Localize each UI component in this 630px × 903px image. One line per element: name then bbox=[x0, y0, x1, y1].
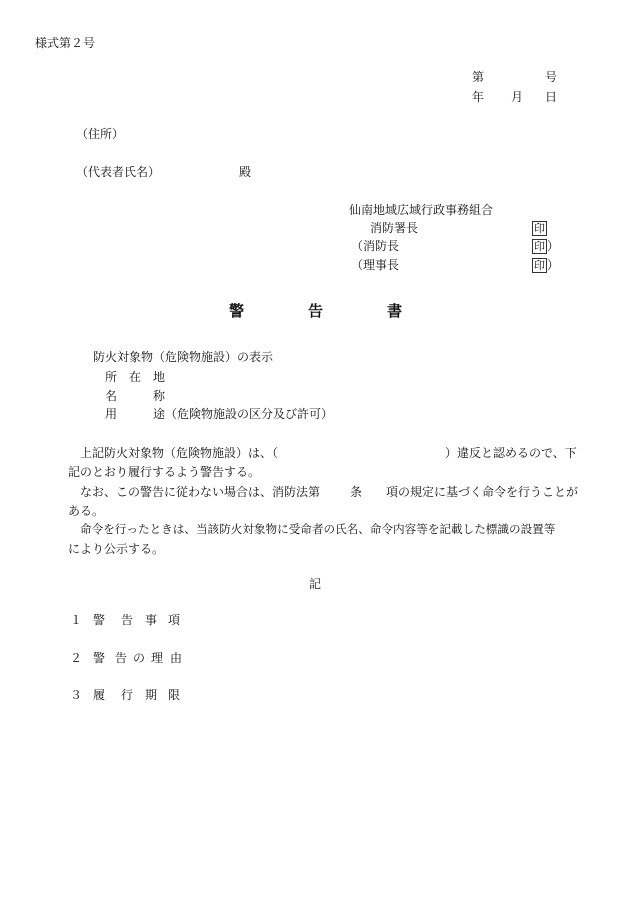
item-3-char-1: 履 bbox=[93, 688, 106, 702]
use-char-2: 途 bbox=[153, 407, 166, 421]
name-char-2: 称 bbox=[153, 389, 166, 403]
date-month: 月 bbox=[511, 90, 524, 104]
body-p3-part-b: により公示する。 bbox=[68, 542, 165, 556]
item-3-number: ３ bbox=[70, 688, 83, 702]
item-3-char-4: 限 bbox=[168, 688, 181, 702]
item-1-char-1: 警 bbox=[93, 613, 106, 627]
body-p2-article: 条 bbox=[350, 485, 363, 499]
address-label: （住所） bbox=[76, 127, 125, 141]
seal-box: 印 bbox=[534, 222, 545, 235]
document-title-char-2: 告 bbox=[308, 302, 324, 320]
date-day: 日 bbox=[545, 90, 558, 104]
item-2-char-2: 告 bbox=[115, 651, 128, 665]
use-note: （危険物施設の区分及び許可） bbox=[165, 407, 334, 421]
name-char-1: 名 bbox=[105, 389, 118, 403]
location-char-3: 地 bbox=[153, 370, 166, 384]
document-title-char-3: 書 bbox=[387, 302, 403, 320]
seal-close: ） bbox=[547, 258, 560, 272]
issuer-title-board-chairman: （理事長 bbox=[351, 258, 400, 272]
location-char-2: 在 bbox=[129, 370, 142, 384]
body-p2-part-c: 項の規定に基づく命令を行うことが bbox=[386, 485, 579, 499]
item-1-number: １ bbox=[70, 613, 83, 627]
date-year: 年 bbox=[472, 90, 485, 104]
body-p1-part-b: ）違反と認めるので、下 bbox=[445, 446, 577, 460]
seal-mark-3 bbox=[532, 258, 559, 273]
body-p2-part-a: なお、この警告に従わない場合は、消防法第 bbox=[80, 485, 321, 499]
item-3-char-3: 期 bbox=[145, 688, 158, 702]
item-2-char-3: の bbox=[133, 651, 146, 665]
seal-mark-1 bbox=[532, 221, 547, 236]
seal-box: 印 bbox=[534, 259, 545, 272]
form-number-label: 様式第２号 bbox=[35, 36, 96, 50]
body-p1-part-a: 上記防火対象物（危険物施設）は、（ bbox=[80, 446, 279, 460]
note-label: 記 bbox=[309, 577, 322, 591]
item-2-number: ２ bbox=[70, 651, 83, 665]
issuer-org-name: 仙南地域広域行政事務組合 bbox=[349, 203, 494, 217]
document-title-char-1: 警 bbox=[229, 302, 245, 320]
location-char-1: 所 bbox=[105, 370, 118, 384]
item-2-char-1: 警 bbox=[93, 651, 106, 665]
seal-box: 印 bbox=[534, 240, 545, 253]
item-2-char-5: 由 bbox=[170, 651, 183, 665]
seal-mark-2 bbox=[532, 239, 559, 254]
issuer-title-fire-station-chief: 消防署長 bbox=[370, 221, 419, 235]
body-p2-part-d: ある。 bbox=[68, 504, 105, 518]
document-number-suffix: 号 bbox=[545, 70, 558, 84]
issuer-title-fire-chief: （消防長 bbox=[351, 239, 400, 253]
body-p1-part-c: 記のとおり履行するよう警告する。 bbox=[68, 465, 261, 479]
representative-label: （代表者氏名） bbox=[76, 165, 161, 179]
document-number-prefix: 第 bbox=[472, 70, 485, 84]
item-1-char-2: 告 bbox=[121, 613, 134, 627]
body-p3-part-a: 命令を行ったときは、当該防火対象物に受命者の氏名、命令内容等を記載した標識の設置等 bbox=[80, 522, 556, 536]
item-3-char-2: 行 bbox=[121, 688, 134, 702]
seal-close: ） bbox=[547, 239, 560, 253]
use-char-1: 用 bbox=[105, 407, 118, 421]
item-1-char-4: 項 bbox=[168, 613, 181, 627]
honorific: 殿 bbox=[239, 165, 252, 179]
item-2-char-4: 理 bbox=[151, 651, 164, 665]
target-heading: 防火対象物（危険物施設）の表示 bbox=[93, 350, 274, 364]
item-1-char-3: 事 bbox=[145, 613, 158, 627]
